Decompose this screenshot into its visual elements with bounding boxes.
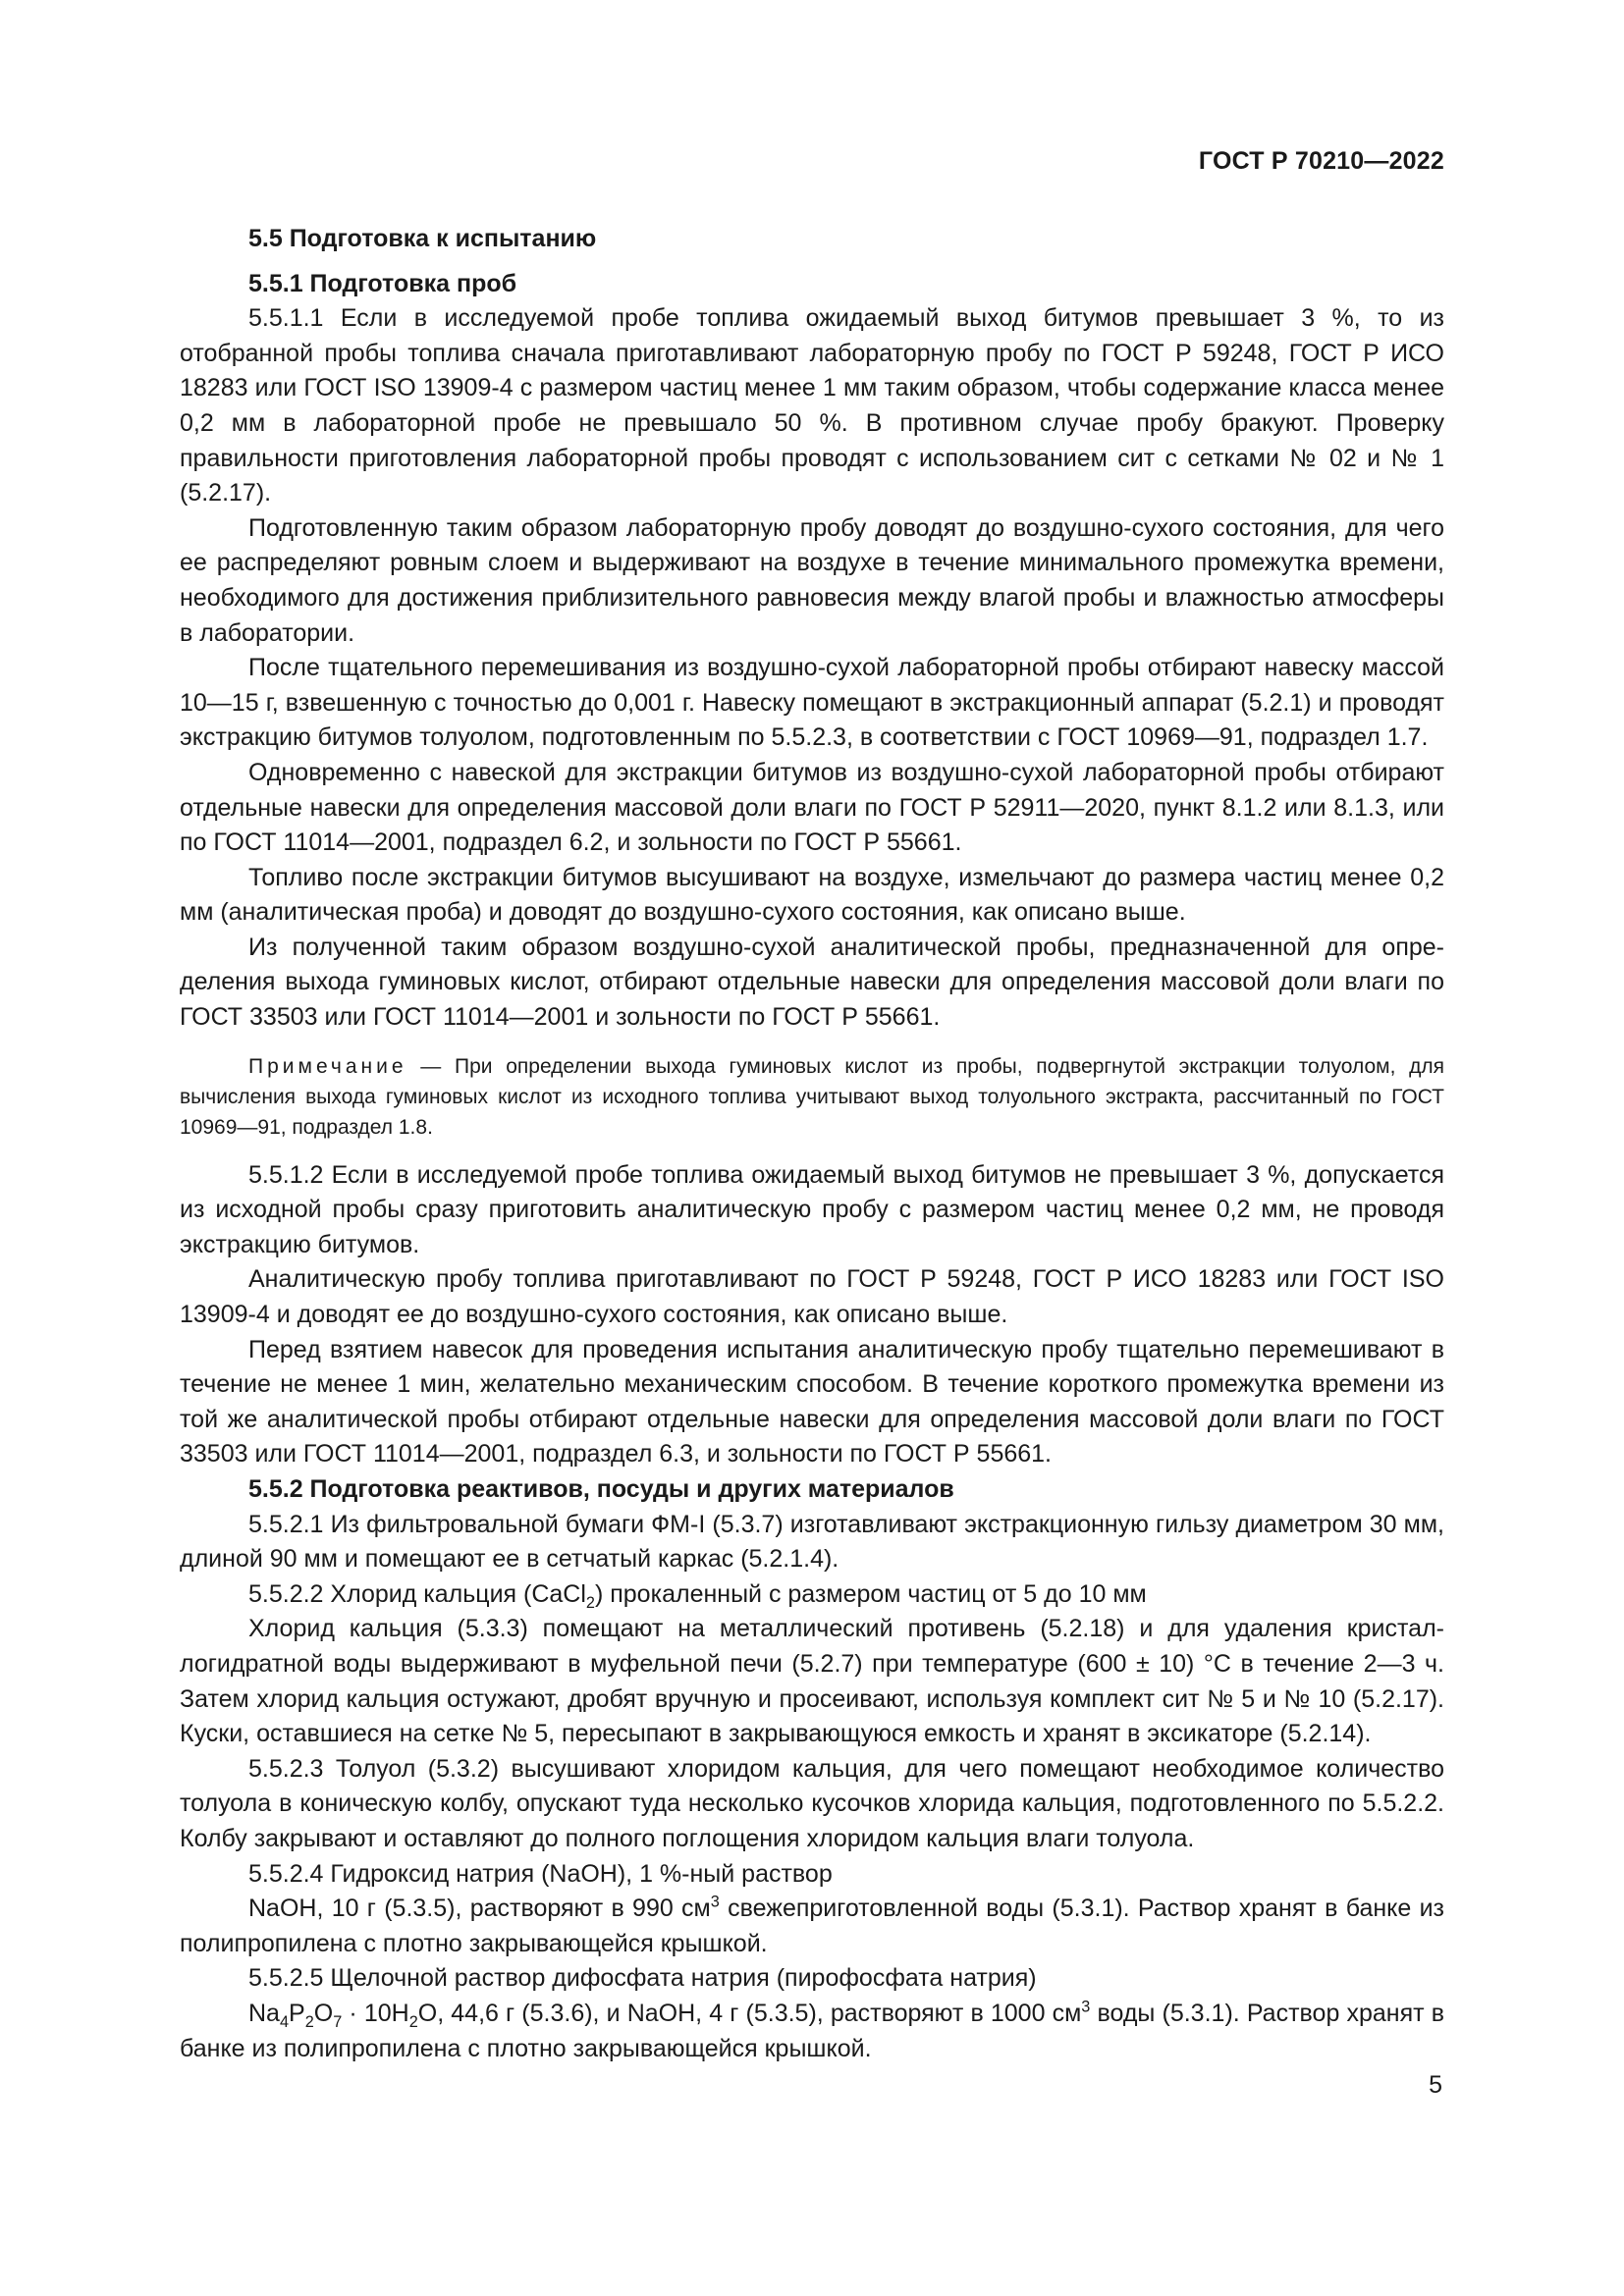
subscript: 2 <box>304 2012 314 2031</box>
paragraph: 5.5.1.1 Если в исследуемой пробе топлива ожидаемый выход битумов превышает 3 %, то из отобранной пробы топлива сначала приготавливают лабораторную пробу по ГОСТ Р 59248, ГОСТ Р ИСО 18283 или ГОСТ ISO 13909-4 с размером частиц менее 1 мм таким образом, чтобы содержание класса менее 0,2 мм в лабораторной пробе не превышало 50 %. В противном случае пробу бракуют. Проверку правильности приготовления лабораторной пробы проводят с использованием сит с сетками № 02 и № 1 (5.2.17). <box>180 304 1444 507</box>
text-run: Na <box>248 1999 280 2027</box>
paragraph: Подготовленную таким образом лабораторную пробу доводят до воздушно-сухого состояния, для чего ее распределяют ровным слоем и выдерживают на воздухе в течение минимального промежутка времени, необходимого для достижения приблизительного равновесия между влагой пробы и влажностью атмосферы в лаборатории. <box>180 513 1444 647</box>
text-run: · 10H <box>342 1999 409 2027</box>
page-body <box>180 222 1444 2066</box>
paragraph: 5.5.2.1 Из фильтровальной бумаги ФМ-I (5.3.7) изготавливают экстракционную гильзу диаметром 30 мм, длиной 90 мм и помещают ее в сетчатый каркас (5.2.1.4). <box>180 1510 1444 1574</box>
subscript: 2 <box>585 1593 595 1612</box>
paragraph: 5.5.2.4 Гидроксид натрия (NaOH), 1 %-ный раствор <box>248 1859 833 1888</box>
superscript: 3 <box>710 1893 720 1911</box>
subscript: 2 <box>408 2012 418 2031</box>
section-5-5-2-heading: 5.5.2 Подготовка реактивов, посуды и других материалов <box>248 1475 954 1503</box>
section-5-5-1-heading: 5.5.1 Подготовка проб <box>248 269 517 297</box>
paragraph: Одновременно с навеской для экстракции битумов из воздушно-сухой лабораторной пробы отбирают отдельные навески для определения массовой доли влаги по ГОСТ Р 52911—2020, пункт 8.1.2 или 8.1.3, или по ГОСТ 11014—2001, подраздел 6.2, и зольности по ГОСТ Р 55661. <box>180 758 1444 857</box>
paragraph: Аналитическую пробу топлива приготавливают по ГОСТ Р 59248, ГОСТ Р ИСО 18283 или ГОСТ ISO 13909-4 и доводят ее до воздушно-сухого состояния, как описано выше. <box>180 1265 1444 1329</box>
paragraph: 5.5.1.2 Если в исследуемой пробе топлива ожидаемый выход битумов не превышает 3 %, допускается из исходной пробы сразу приготовить аналитическую пробу с размером частиц менее 0,2 мм, не проводя экстракцию битумов. <box>180 1160 1444 1258</box>
text-run: 5.5.2.2 Хлорид кальция (CaCl <box>248 1579 586 1608</box>
text-run: O, 44,6 г (5.3.6), и NaOH, 4 г (5.3.5), растворяют в 1000 см <box>417 1999 1082 2027</box>
text-run: воды (5.3.1). Раствор хранят в банке из полипропилена с плотно закрывающейся крышкой. <box>180 1999 1444 2062</box>
note-text: — При определении выхода гуминовых кислот из пробы, подвергнутой экстракции толуолом, для вычисления выхода гуминовых кислот из исходного топлива учитывают выход толуольного экстракта, рассчитанный по ГОСТ 10969—91, подраздел 1.8. <box>180 1054 1444 1139</box>
paragraph: 5.5.2.3 Толуол (5.3.2) высушивают хлоридом кальция, для чего помещают необходимое количество толуола в коническую колбу, опускают туда несколько кусочков хлорида кальция, подготовленного по 5.5.2.2. Колбу закрывают и оставляют до полного поглощения хлоридом кальция влаги толуола. <box>180 1754 1444 1852</box>
paragraph <box>180 1892 1444 1961</box>
paragraph: Хлорид кальция (5.3.3) помещают на металлический противень (5.2.18) и для удаления кристаллогидратной воды выдерживают в муфельной печи (5.2.7) при температуре (600 ± 10) °С в течение 2—3 ч. Затем хлорид кальция остужают, дробят вручную и просеивают, используя комплект сит № 5 и № 10 (5.2.17). Куски, оставшиеся на сетке № 5, пересыпают в закрывающуюся емкость и хранят в эксикаторе (5.2.14). <box>180 1615 1444 1748</box>
paragraph <box>180 1997 1444 2066</box>
note <box>180 1051 1444 1143</box>
paragraph: Из полученной таким образом воздушно-сухой аналитической пробы, предназначенной для определения выхода гуминовых кислот, отбирают отдельные навески для определения массовой доли влаги по ГОСТ 33503 или ГОСТ 11014—2001 и зольности по ГОСТ Р 55661. <box>180 933 1444 1032</box>
paragraph: После тщательного перемешивания из воздушно-сухой лабораторной пробы отбирают навеску массой 10—15 г, взвешенную с точностью до 0,001 г. Навеску помещают в экстракционный аппарат (5.2.1) и проводят экстракцию битумов толуолом, подготовленным по 5.5.2.3, в соответствии с ГОСТ 10969—91, подраздел 1.7. <box>180 654 1444 752</box>
superscript: 3 <box>1081 1998 1091 2016</box>
text-run: ) прокаленный с размером частиц от 5 до 10 мм <box>594 1579 1147 1608</box>
section-5-5-heading: 5.5 Подготовка к испытанию <box>248 225 597 252</box>
subscript: 7 <box>333 2012 343 2031</box>
subscript: 4 <box>279 2012 290 2031</box>
document-code: ГОСТ Р 70210—2022 <box>1198 147 1444 175</box>
paragraph: Топливо после экстракции битумов высушивают на воздухе, измельчают до размера частиц менее 0,2 мм (аналитическая проба) и доводят до воздушно-сухого состояния, как описано выше. <box>180 863 1444 927</box>
paragraph <box>180 1577 1444 1613</box>
paragraph: 5.5.2.5 Щелочной раствор дифосфата натрия (пирофосфата натрия) <box>248 1964 1037 1993</box>
text-run: свежеприготовленной воды (5.3.1). Раствор хранят в банке из полипропилена с плотно закрывающейся крышкой. <box>180 1895 1444 1957</box>
note-label: Примечание <box>248 1054 407 1078</box>
text-run: O <box>313 1999 334 2027</box>
text-run: NaOH, 10 г (5.3.5), растворяют в 990 см <box>248 1895 711 1923</box>
paragraph: Перед взятием навесок для проведения испытания аналитическую пробу тщательно перемешивают в течение не менее 1 мин, желательно механическим способом. В течение короткого промежутка времени из той же аналитической пробы отбирают отдельные навески для определения массовой доли влаги по ГОСТ 33503 или ГОСТ 11014—2001, подраздел 6.3, и зольности по ГОСТ Р 55661. <box>180 1335 1444 1468</box>
page-number: 5 <box>1429 2071 1442 2099</box>
text-run: P <box>289 1999 305 2027</box>
